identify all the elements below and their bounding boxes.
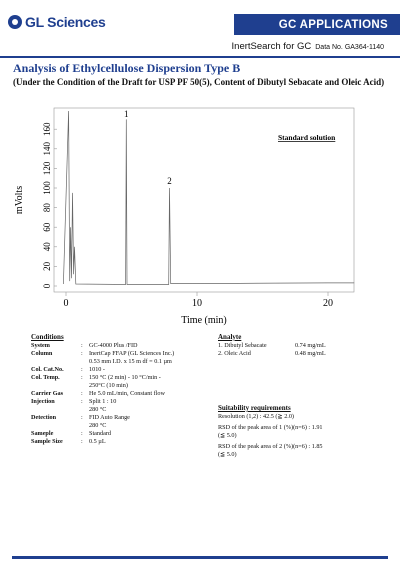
- gl-sciences-logo: [8, 14, 106, 30]
- condition-row: [31, 350, 207, 358]
- y-tick-label: 100: [42, 181, 52, 195]
- condition-value: 250°C (10 min): [89, 382, 128, 389]
- condition-row: [31, 406, 207, 414]
- y-tick-label: 40: [42, 242, 52, 252]
- resolution-text: Resolution (1,2) : 42.5 (≧ 2.0): [218, 413, 294, 420]
- condition-value: 1010 -: [89, 366, 105, 373]
- banner-label: GC APPLICATIONS: [278, 18, 388, 31]
- condition-colon: :: [81, 414, 83, 421]
- rsd1-text: RSD of the peak area of 1 (%)(n=6) : 1.91: [218, 424, 323, 431]
- condition-colon: :: [81, 390, 83, 397]
- condition-row: [31, 358, 207, 366]
- condition-row: [31, 438, 207, 446]
- condition-value: Split 1 : 10: [89, 398, 117, 405]
- y-tick-label: 0: [42, 283, 52, 289]
- condition-colon: :: [81, 374, 83, 381]
- gl-logo-icon: [8, 15, 22, 29]
- y-tick-label: 20: [42, 261, 52, 271]
- condition-colon: :: [81, 350, 83, 357]
- analyte-name: 1. Dibutyl Sebacate: [218, 342, 267, 349]
- analyte-concentration: 0.74 mg/mL: [295, 342, 326, 349]
- peak-label: 1: [124, 109, 129, 119]
- y-axis-ticks: [42, 122, 57, 288]
- data-number: Data No. GA364-1140: [315, 44, 384, 51]
- footer-rule: [12, 556, 388, 559]
- analyte-concentration: 0.48 mg/mL: [295, 350, 326, 357]
- y-tick-label: 140: [42, 142, 52, 156]
- condition-row: [31, 382, 207, 390]
- x-axis-ticks: [64, 292, 334, 309]
- condition-row: [31, 422, 207, 430]
- product-name: InertSearch for GC: [231, 41, 312, 52]
- rsd2-text: RSD of the peak area of 2 (%)(n=6) : 1.85: [218, 443, 323, 450]
- condition-value: 0.5 µL: [89, 438, 106, 445]
- page-title: Analysis of Ethylcellulose Dispersion Type B: [13, 61, 241, 75]
- condition-value: 0.53 mm I.D. x 15 m df = 0.1 µm: [89, 358, 172, 365]
- analyte-name: 2. Oleic Acid: [218, 350, 251, 357]
- condition-row: [31, 342, 207, 350]
- y-tick-label: 60: [42, 222, 52, 232]
- analyte-row: [218, 350, 326, 358]
- peak-labels: [124, 109, 172, 186]
- suitability-block: [218, 413, 393, 459]
- condition-row: [31, 374, 207, 382]
- condition-colon: :: [81, 366, 83, 373]
- condition-row: [31, 366, 207, 374]
- analyte-list: [218, 342, 326, 358]
- condition-value: He 5.0 mL/min, Constant flow: [89, 390, 165, 397]
- condition-colon: :: [81, 438, 83, 445]
- condition-row: [31, 430, 207, 438]
- conditions-heading: Conditions: [31, 333, 64, 341]
- condition-key: Column: [31, 350, 53, 357]
- condition-value: 280 °C: [89, 406, 107, 413]
- analyte-heading: Analyte: [218, 333, 242, 341]
- y-axis-label: mVolts: [14, 185, 25, 215]
- condition-value: FID Auto Range: [89, 414, 130, 421]
- chromatogram-chart: [0, 105, 400, 330]
- product-line: [232, 41, 384, 52]
- analyte-row: [218, 342, 326, 350]
- condition-value: 150 °C (2 min) - 10 °C/min -: [89, 374, 161, 381]
- condition-key: Sample Size: [31, 438, 63, 445]
- condition-row: [31, 390, 207, 398]
- condition-key: System: [31, 342, 50, 349]
- x-tick-label: 0: [63, 298, 69, 309]
- suitability-heading: Suitability requirements: [218, 404, 291, 412]
- condition-value: InertCap FFAP (GL Sciences Inc.): [89, 350, 175, 357]
- page-subtitle: (Under the Condition of the Draft for USP PF 50(5), Content of Dibutyl Sebacate and Oleic Acid): [13, 77, 385, 87]
- y-tick-label: 120: [42, 161, 52, 176]
- logo-text: GL Sciences: [25, 14, 106, 30]
- rsd2-limit: (≦ 5.0): [218, 451, 237, 458]
- chart-annotation: Standard solution: [278, 133, 336, 142]
- y-tick-label: 160: [42, 122, 52, 136]
- condition-key: Col. Cat.No.: [31, 366, 64, 373]
- condition-colon: :: [81, 342, 83, 349]
- y-tick-label: 80: [42, 203, 52, 213]
- condition-value: GC-4000 Plus /FID: [89, 342, 138, 349]
- rsd1-limit: (≦ 5.0): [218, 432, 237, 439]
- condition-value: 280 °C: [89, 422, 107, 429]
- condition-key: Detection: [31, 414, 57, 421]
- x-axis-label: Time (min): [181, 315, 227, 326]
- condition-key: Sameple: [31, 430, 54, 437]
- gc-applications-banner: [234, 14, 400, 35]
- condition-key: Col. Temp.: [31, 374, 60, 381]
- condition-row: [31, 398, 207, 406]
- header-rule: [0, 56, 400, 58]
- peak-label: 2: [167, 176, 172, 186]
- x-tick-label: 20: [323, 298, 333, 309]
- condition-colon: :: [81, 398, 83, 405]
- x-tick-label: 10: [192, 298, 202, 309]
- condition-value: Standard: [89, 430, 111, 437]
- conditions-table: [31, 342, 207, 446]
- condition-colon: :: [81, 430, 83, 437]
- condition-key: Injection: [31, 398, 55, 405]
- condition-row: [31, 414, 207, 422]
- condition-key: Carrier Gas: [31, 390, 64, 397]
